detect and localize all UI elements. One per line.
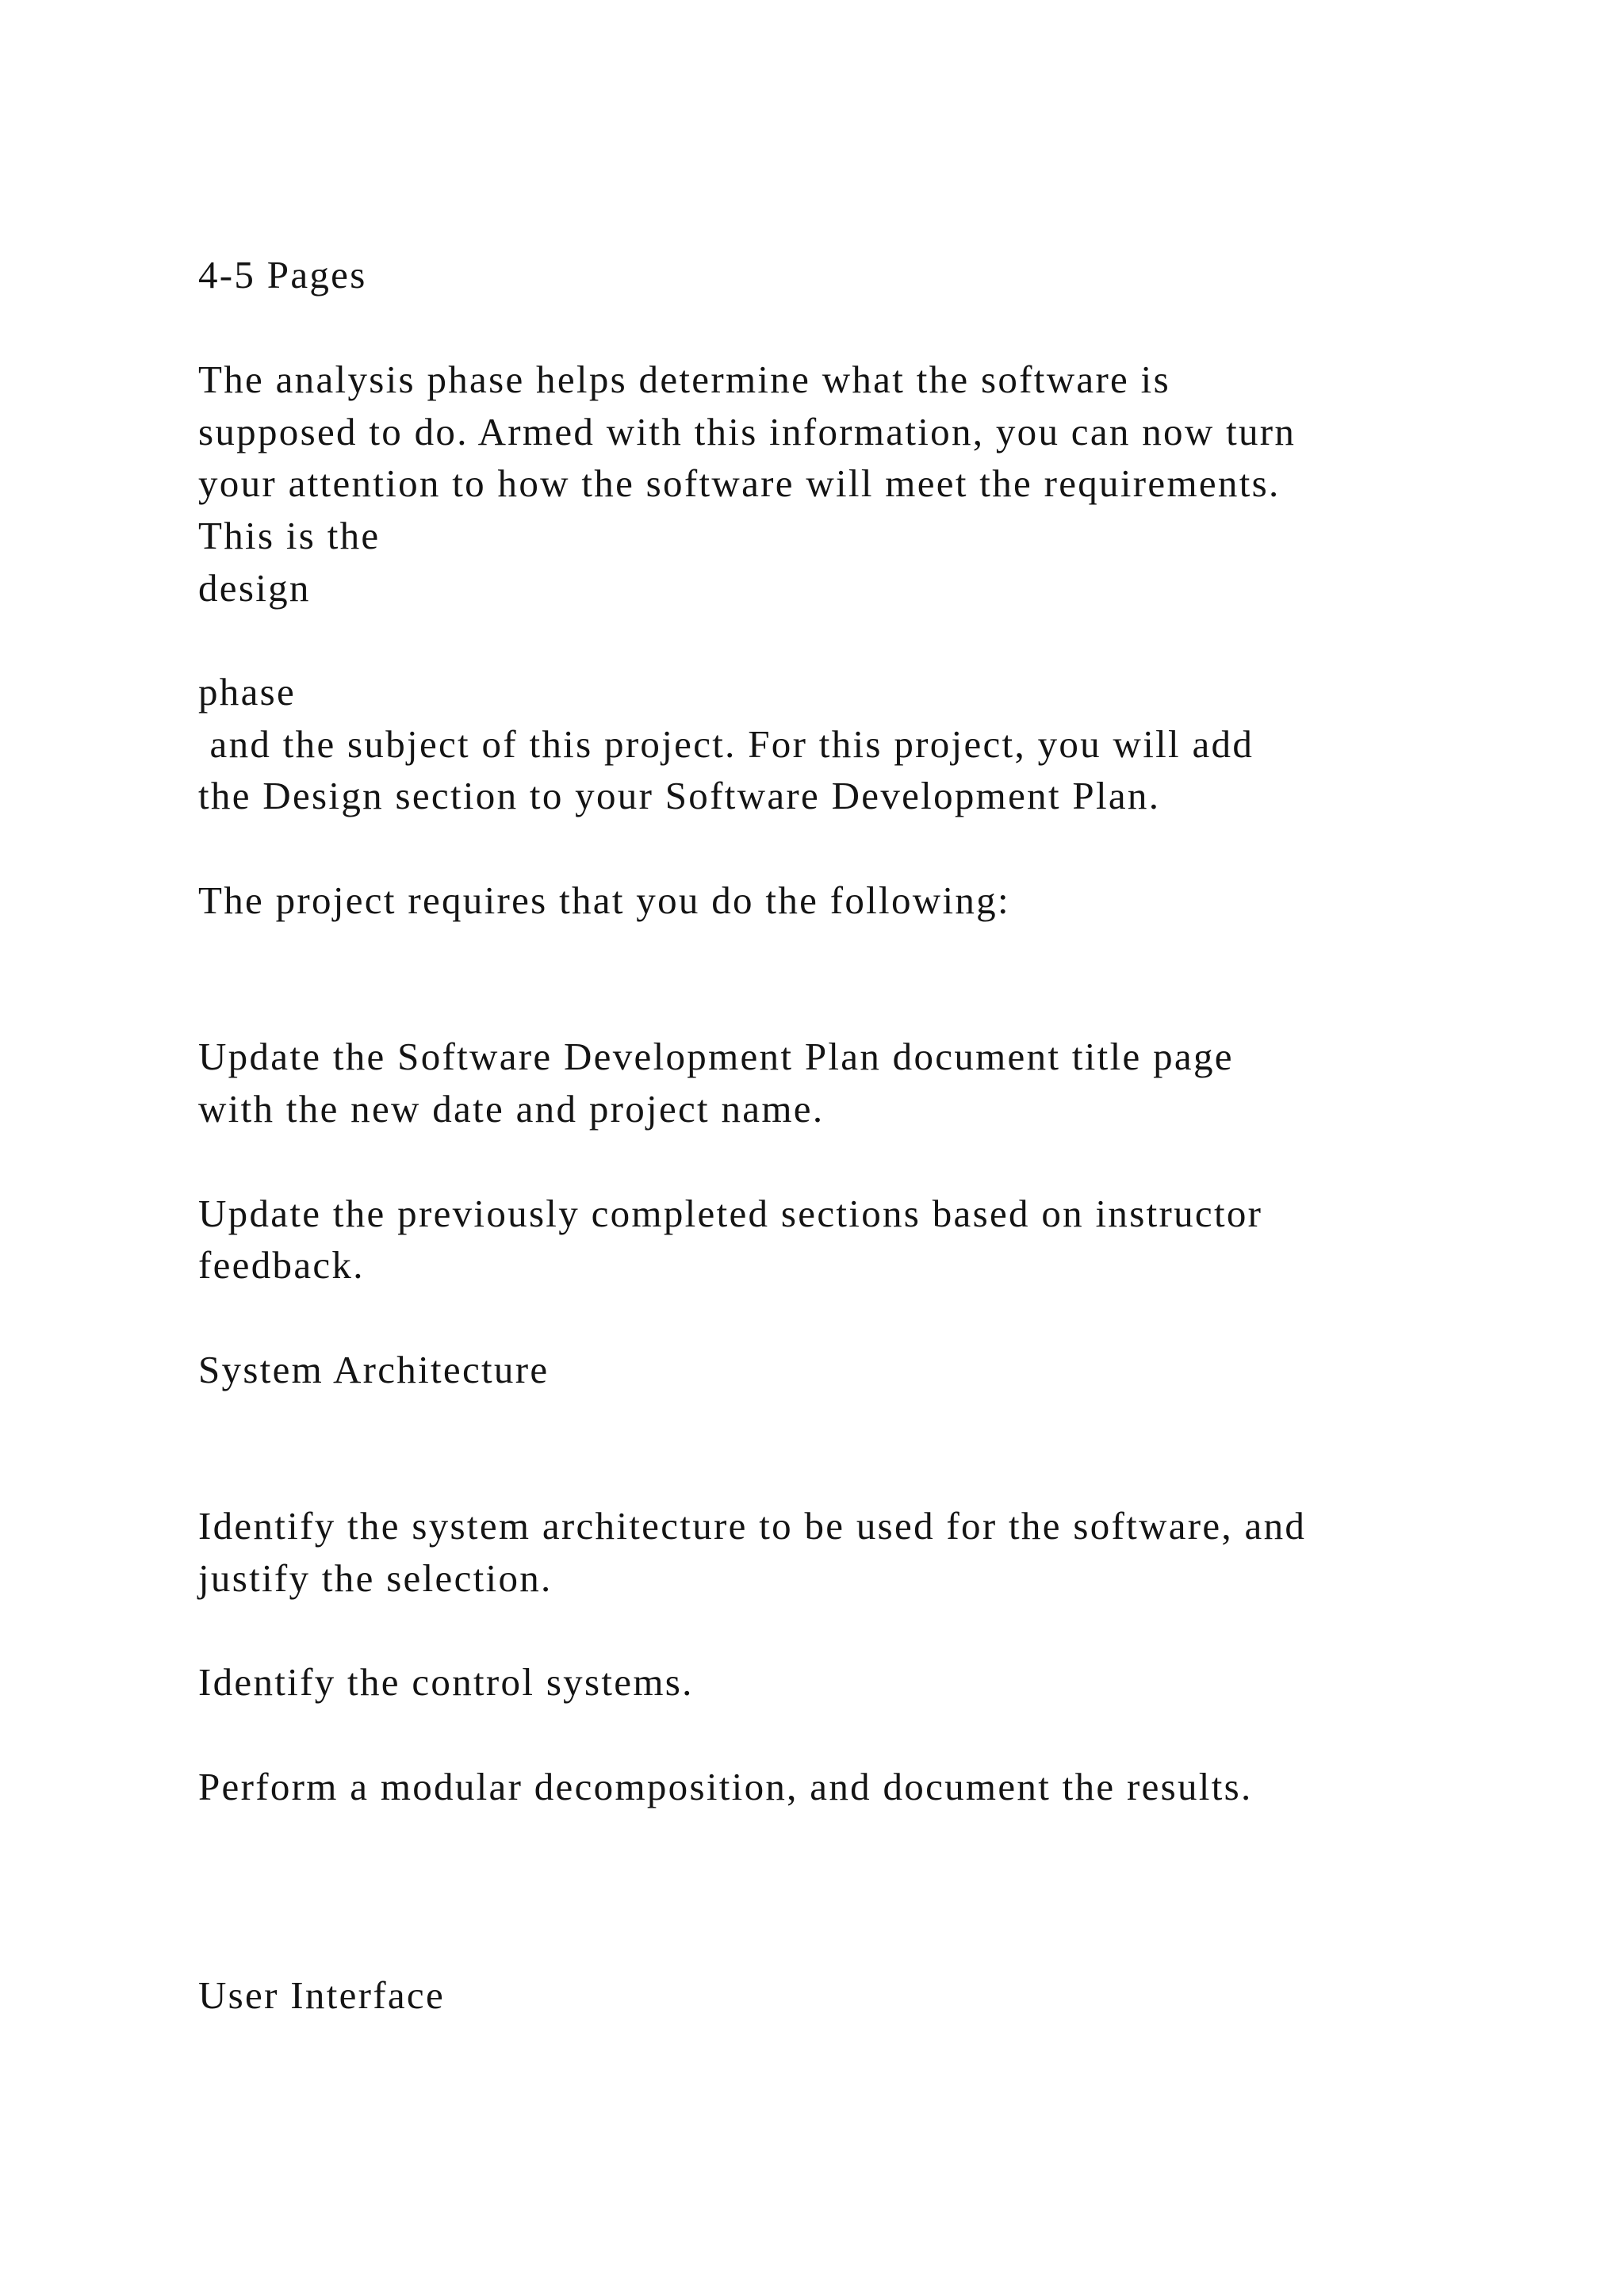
intro-line-2: supposed to do. Armed with this information, you can now turn bbox=[198, 410, 1297, 453]
intro-line-8: the Design section to your Software Development Plan. bbox=[198, 774, 1161, 817]
intro-line-3: your attention to how the software will meet the requirements. bbox=[198, 461, 1281, 505]
page-count-heading: 4-5 Pages bbox=[198, 253, 367, 297]
modular-decomposition: Perform a modular decomposition, and document the results. bbox=[198, 1765, 1253, 1808]
update-sections-line-2: feedback. bbox=[198, 1243, 365, 1287]
intro-line-1: The analysis phase helps determine what the software is bbox=[198, 358, 1170, 401]
update-title-line-2: with the new date and project name. bbox=[198, 1087, 825, 1131]
intro-line-6: phase bbox=[198, 670, 297, 714]
system-architecture-heading: System Architecture bbox=[198, 1348, 550, 1391]
intro-line-4: This is the bbox=[198, 514, 381, 557]
update-sections-line-1: Update the previously completed sections based on instructor bbox=[198, 1192, 1263, 1235]
requirements-intro: The project requires that you do the following: bbox=[198, 878, 1010, 922]
intro-line-7: and the subject of this project. For this project, you will add bbox=[198, 722, 1254, 766]
update-title-line-1: Update the Software Development Plan document title page bbox=[198, 1035, 1234, 1078]
identify-architecture-line-2: justify the selection. bbox=[198, 1556, 553, 1600]
identify-architecture-line-1: Identify the system architecture to be used for the software, and bbox=[198, 1504, 1307, 1548]
identify-control-systems: Identify the control systems. bbox=[198, 1660, 694, 1704]
intro-line-5: design bbox=[198, 566, 311, 610]
user-interface-heading: User Interface bbox=[198, 1973, 446, 2017]
